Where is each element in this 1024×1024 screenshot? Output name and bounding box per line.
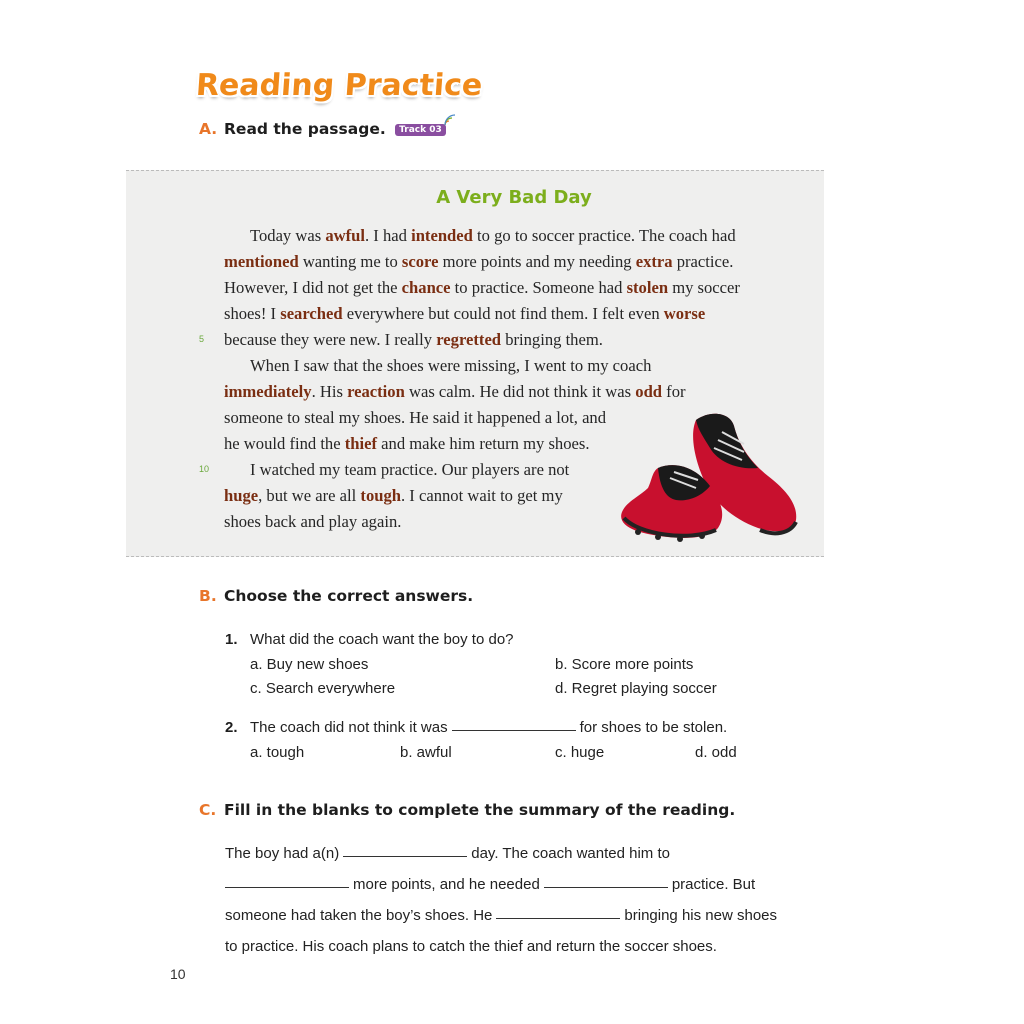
passage-text-segment: was calm. He did not think it was [404, 382, 636, 401]
vocab-word: huge [224, 486, 259, 505]
vocab-word: score [401, 252, 439, 271]
passage-text-segment: because they were new. I really [224, 330, 437, 349]
page-title: Reading Practice [194, 68, 484, 103]
vocab-word: tough [360, 486, 401, 505]
passage-line [224, 252, 733, 272]
question-2-option-a[interactable]: a. tough [250, 744, 305, 761]
question-2-option-b[interactable]: b. awful [400, 744, 452, 761]
question-1-option-a[interactable]: a. Buy new shoes [250, 656, 369, 673]
passage-line [224, 512, 401, 532]
question-2-option-d[interactable]: d. odd [695, 744, 737, 761]
audio-waves-icon [444, 114, 456, 126]
track-label: Track 03 [399, 125, 442, 135]
passage-line [250, 460, 569, 480]
passage-text-segment: When I saw that the shoes were missing, I went to my coach [250, 356, 652, 375]
passage-text-segment: everywhere but could not find them. I felt even [342, 304, 664, 323]
passage-text-segment: bringing them. [501, 330, 603, 349]
passage-text-segment: and make him return my shoes. [377, 434, 590, 453]
question-1-option-b[interactable]: b. Score more points [555, 656, 694, 673]
section-a-instruction: Read the passage. [224, 120, 386, 138]
passage-text-segment: practice. [672, 252, 734, 271]
question-1-text: What did the coach want the boy to do? [250, 631, 514, 648]
vocab-word: awful [325, 226, 365, 245]
passage-title: A Very Bad Day [436, 187, 592, 208]
vocab-word: thief [344, 434, 378, 453]
question-1-number: 1. [225, 631, 238, 648]
summary-blank-1[interactable] [343, 855, 467, 857]
passage-text-segment: to practice. Someone had [450, 278, 627, 297]
section-c-heading [199, 801, 735, 819]
summary-blank-3[interactable] [544, 886, 668, 888]
passage-line [224, 434, 589, 454]
passage-text-segment: for [662, 382, 686, 401]
passage-line [250, 226, 736, 246]
soccer-shoes-image [618, 408, 802, 544]
page-number: 10 [170, 966, 186, 982]
passage-text-segment: , but we are all [258, 486, 361, 505]
question-2-text: The coach did not think it was for shoes to be stolen. [250, 719, 728, 736]
vocab-word: intended [411, 226, 473, 245]
vocab-word: reaction [347, 382, 405, 401]
passage-text-segment: more points and my needing [438, 252, 636, 271]
passage-text-segment: someone to steal my shoes. He said it happened a lot, and [224, 408, 607, 427]
vocab-word: immediately [224, 382, 312, 401]
passage-text-segment: to go to soccer practice. The coach had [472, 226, 736, 245]
vocab-word: stolen [626, 278, 669, 297]
passage-line [224, 304, 705, 324]
passage-text-segment: However, I did not get the [224, 278, 402, 297]
vocab-word: mentioned [224, 252, 299, 271]
question-2-number: 2. [225, 719, 238, 736]
passage-text-segment: I watched my team practice. Our players are not [250, 460, 570, 479]
question-1-option-c[interactable]: c. Search everywhere [250, 680, 396, 697]
vocab-word: chance [401, 278, 451, 297]
section-c-letter: C. [199, 801, 217, 819]
passage-text-segment: . His [311, 382, 348, 401]
passage-line [224, 278, 740, 298]
passage-text-segment: wanting me to [298, 252, 402, 271]
line-number-5: 5 [199, 334, 205, 344]
passage-text-segment: shoes! I [224, 304, 281, 323]
passage-text-segment: my soccer [668, 278, 740, 297]
passage-text-segment: . I cannot wait to get my [401, 486, 563, 505]
vocab-word: regretted [436, 330, 502, 349]
passage-line [224, 486, 563, 506]
vocab-word: extra [635, 252, 673, 271]
section-a-letter: A. [199, 120, 218, 138]
section-c-instruction: Fill in the blanks to complete the summary of the reading. [224, 801, 736, 819]
vocab-word: searched [280, 304, 343, 323]
vocab-word: worse [663, 304, 706, 323]
passage-text-segment: he would find the [224, 434, 345, 453]
summary-line-2: more points, and he needed practice. But [225, 876, 755, 893]
passage-line [224, 408, 606, 428]
passage-line [250, 356, 651, 376]
passage-text-segment: shoes back and play again. [224, 512, 402, 531]
summary-blank-2[interactable] [225, 886, 349, 888]
line-number-10: 10 [199, 464, 210, 474]
vocab-word: odd [635, 382, 663, 401]
question-1-option-d[interactable]: d. Regret playing soccer [555, 680, 717, 697]
summary-line-3: someone had taken the boy’s shoes. He bringing his new shoes [225, 907, 777, 924]
section-b-letter: B. [199, 587, 217, 605]
summary-blank-4[interactable] [496, 917, 620, 919]
passage-text-segment: Today was [250, 226, 326, 245]
section-b-instruction: Choose the correct answers. [224, 587, 474, 605]
summary-line-1: The boy had a(n) day. The coach wanted him to [225, 845, 670, 862]
question-2-blank[interactable] [452, 729, 576, 731]
summary-line-4: to practice. His coach plans to catch the thief and return the soccer shoes. [225, 938, 717, 955]
passage-line [224, 382, 686, 402]
section-a-heading [199, 120, 446, 138]
section-b-heading [199, 587, 473, 605]
question-2-option-c[interactable]: c. huge [555, 744, 605, 761]
passage-text-segment: . I had [365, 226, 412, 245]
audio-track-badge[interactable] [395, 124, 446, 136]
passage-line [224, 330, 603, 350]
